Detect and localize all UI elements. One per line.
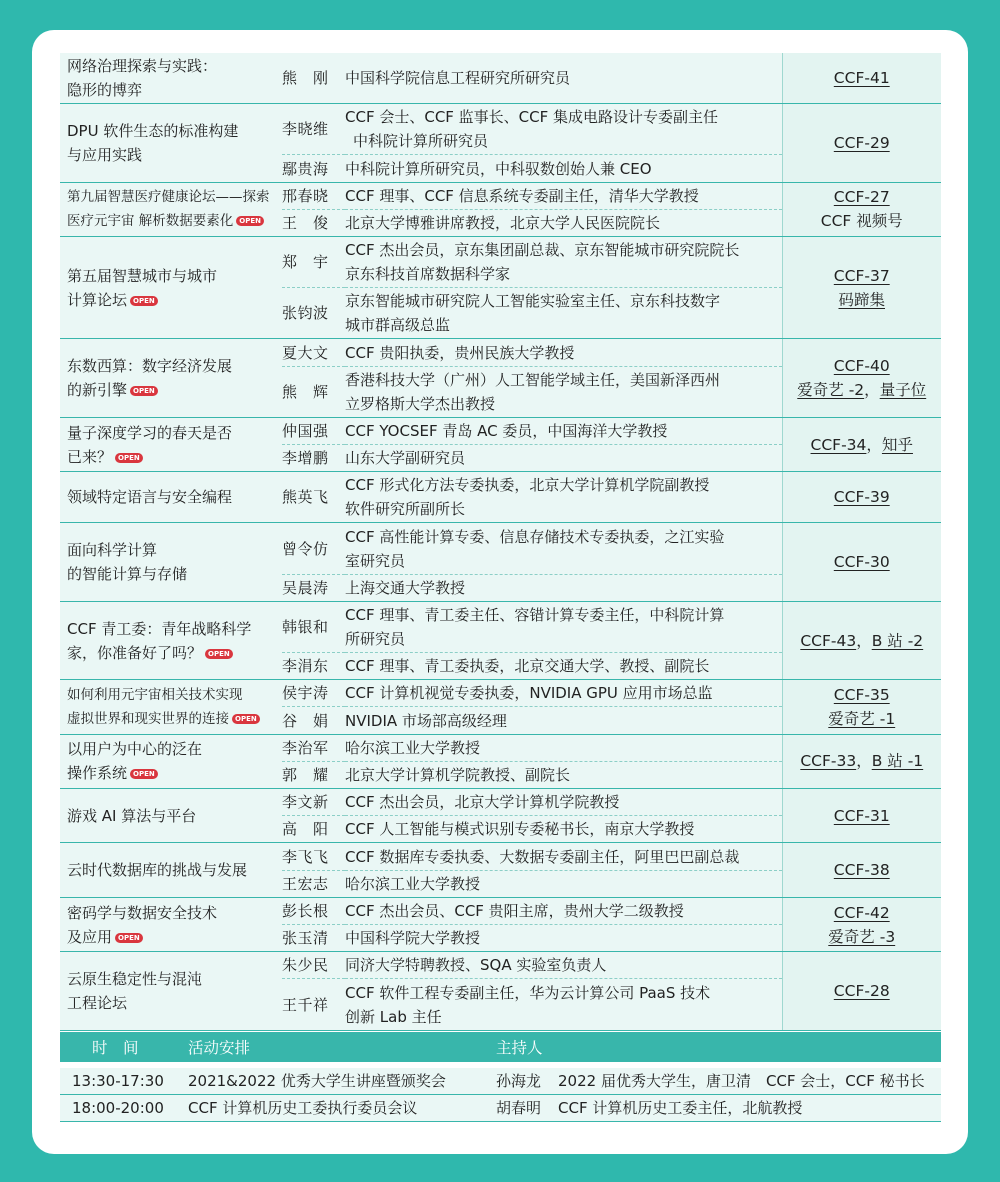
forum-topic-line [67,143,282,167]
speaker-name: 王 俊 [282,209,345,236]
forum-topic-line [67,538,282,562]
watch-link[interactable]: CCF-33 [800,752,857,771]
forum-topic [60,601,282,679]
code-text: ， [856,752,872,771]
speaker-name: 王宏志 [282,870,345,897]
speaker-title [345,653,782,680]
forum-code [782,417,941,471]
watch-link[interactable]: CCF-42 [833,903,890,922]
speaker-name: 郭 耀 [282,761,345,788]
speaker-title [345,209,782,236]
watch-link[interactable]: CCF-38 [833,861,890,880]
speaker-title-line: CCF 杰出会员、CCF 贵阳主席，贵州大学二级教授 [345,901,684,920]
forum-code-line [783,749,942,773]
forum-topic-line [67,901,282,925]
watch-link[interactable]: CCF-27 [833,188,890,207]
speaker-name: 朱少民 [282,952,345,979]
forum-topic-line [67,54,282,78]
speaker-title [345,925,782,952]
speaker-name: 吴晨涛 [282,574,345,601]
watch-link[interactable]: CCF-31 [833,806,890,825]
watch-link[interactable]: CCF-30 [833,553,890,572]
schedule-host-desc: CCF 计算机历史工委主任，北航教授 [558,1099,803,1117]
forum-code-line [783,485,942,509]
speaker-title-line: CCF 计算机视觉专委执委，NVIDIA GPU 应用市场总监 [345,684,713,703]
speaker-title-line: 中国科学院大学教授 [345,929,481,948]
schedule-header [60,1032,941,1062]
forum-topic-line [67,485,282,509]
forum-topic-line [67,683,282,707]
forum-topic-text: 量子深度学习的春天是否 [67,423,233,442]
speaker-title [345,816,782,843]
forum-code-line [783,131,942,155]
open-badge: OPEN [232,714,260,724]
speaker-name: 侯宇涛 [282,680,345,707]
speaker-title-line: CCF 软件工程专委副主任，华为云计算公司 PaaS 技术 [345,983,711,1002]
speaker-title-line: CCF 数据库专委执委、大数据专委副主任，阿里巴巴副总裁 [345,847,740,866]
speaker-name: 李增鹏 [282,445,345,472]
speaker-name: 郑 宇 [282,237,345,288]
forum-code-line [783,354,942,378]
speaker-title [345,104,782,155]
schedule-row [60,1068,941,1095]
forum-code-line [783,209,942,233]
watch-link[interactable]: CCF-40 [833,357,890,376]
forum-topic [60,182,282,236]
speaker-title-line: 京东科技首席数据科学家 [345,265,511,284]
forum-code-line [783,629,942,653]
code-text: ， [856,631,872,650]
forum-topic-line [67,858,282,882]
forum-code [782,897,941,951]
speaker-title [345,843,782,870]
forum-topic-text: 的智能计算与存储 [67,565,188,584]
speaker-title [345,417,782,444]
watch-link[interactable]: CCF-34 [810,435,867,454]
forum-row [60,472,941,523]
forum-topic-line [67,761,282,785]
speaker-name: 李文新 [282,789,345,816]
forum-topic [60,734,282,788]
schedule-time: 13:30-17:30 [72,1072,164,1090]
speaker-title [345,680,782,707]
forum-code [782,104,941,182]
speaker-name: 高 阳 [282,816,345,843]
speaker-title-line: 室研究员 [345,551,406,570]
forum-code [782,789,941,843]
forum-topic-line [67,209,282,233]
speaker-title [345,601,782,652]
forum-topic-line [67,617,282,641]
forum-topic-text: 密码学与数据安全技术 [67,903,218,922]
open-badge: OPEN [236,216,264,226]
speaker-title-line: CCF 会士、CCF 监事长、CCF 集成电路设计专委副主任 [345,108,719,127]
forum-topic-text: 第五届智慧城市与城市 [67,266,218,285]
forum-code [782,472,941,523]
forum-topic-text: 以用户为中心的泛在 [67,740,203,759]
forum-code-line [783,550,942,574]
speaker-title-line: CCF 形式化方法专委执委，北京大学计算机学院副教授 [345,476,710,495]
forum-topic-line [67,288,282,312]
speaker-title [345,288,782,339]
forum-topic-text: 第九届智慧医疗健康论坛——探索 [67,189,270,206]
forum-topic-text: 如何利用元宇宙相关技术实现 [67,686,243,703]
watch-link[interactable]: CCF-35 [833,685,890,704]
schedule-time: 18:00-20:00 [72,1099,164,1117]
speaker-title [345,789,782,816]
forum-topic [60,952,282,1030]
speaker-name: 夏大文 [282,339,345,366]
speaker-title-line: CCF 贵阳执委，贵州民族大学教授 [345,343,575,362]
schedule-host-name: 胡春明 [496,1099,542,1117]
forum-topic-text: 东数西算：数字经济发展 [67,357,233,376]
open-badge: OPEN [130,296,158,306]
forum-topic-text: 家，你准备好了吗？ [67,643,203,662]
speaker-title-line: 北京大学计算机学院教授、副院长 [345,765,571,784]
speaker-title-line: CCF 杰出会员，北京大学计算机学院教授 [345,793,620,812]
speaker-title [345,445,782,472]
code-text: CCF 视频号 [820,212,903,231]
forum-code [782,237,941,339]
forum-topic-text: 领域特定语言与安全编程 [67,488,233,507]
forum-code-line [783,804,942,828]
speaker-name: 鄢贵海 [282,155,345,182]
forum-topic-text: 云时代数据库的挑战与发展 [67,861,248,880]
speaker-title-line: 京东智能城市研究院人工智能实验室主任、京东科技数字 [345,292,721,311]
watch-link[interactable]: B 站 -2 [871,631,924,650]
forum-topic-line [67,78,282,102]
open-badge: OPEN [115,453,143,463]
speaker-title-line: 香港科技大学（广州）人工智能学域主任，美国新泽西州 [345,370,721,389]
speaker-title [345,574,782,601]
forum-topic-text: 游戏 AI 算法与平台 [67,806,197,825]
speaker-name: 熊 辉 [282,366,345,417]
forum-row [60,680,941,707]
forum-topic-text: CCF 青工委：青年战略科学 [67,619,252,638]
forum-row [60,601,941,652]
forum-topic [60,417,282,471]
watch-link[interactable]: CCF-28 [833,981,890,1000]
speaker-name: 张玉清 [282,925,345,952]
forum-code [782,680,941,734]
forum-topic-line [67,354,282,378]
forum-topic-line [67,967,282,991]
speaker-title [345,523,782,574]
forum-row [60,843,941,870]
forum-topic-text: 网络治理探索与实践： [67,57,218,76]
speaker-title [345,761,782,788]
forum-code-line [783,901,942,925]
forum-topic-line [67,707,282,731]
speaker-title-line: CCF 理事、青工委主任、容错计算专委主任，中科院计算 [345,605,725,624]
forum-code [782,734,941,788]
forum-code-line [783,925,942,949]
schedule-host-name: 孙海龙 [496,1072,542,1090]
speaker-title-line: NVIDIA 市场部高级经理 [345,711,507,730]
open-badge: OPEN [115,933,143,943]
speaker-name: 彭长根 [282,897,345,924]
forum-code [782,339,941,417]
forum-code [782,523,941,601]
forum-topic-text: 隐形的博弈 [67,81,143,100]
forum-topic-text: 计算论坛 [67,290,128,309]
forum-topic-line [67,991,282,1015]
forum-code-line [783,858,942,882]
speaker-name: 李治军 [282,734,345,761]
speaker-title-line: 中国科学院信息工程研究所研究员 [345,69,571,88]
forum-topic [60,523,282,601]
forum-topic-text: 医疗元宇宙 解析数据要素化 [67,213,234,230]
speaker-title [345,952,782,979]
speaker-title-line: CCF YOCSEF 青岛 AC 委员，中国海洋大学教授 [345,421,668,440]
speaker-name: 曾令仿 [282,523,345,574]
watch-link[interactable]: 量子位 [879,381,927,400]
speaker-title-line: 软件研究所副所长 [345,500,466,519]
forum-topic [60,789,282,843]
forum-topic-line [67,378,282,402]
forum-topic [60,680,282,734]
speaker-name: 韩银和 [282,601,345,652]
speaker-title [345,870,782,897]
forum-topic [60,104,282,182]
forum-topic [60,53,282,104]
forum-code [782,53,941,104]
forum-code-line [783,378,942,402]
schedule-row [60,1095,941,1122]
watch-link[interactable]: B 站 -1 [871,752,924,771]
forum-topic-text: 的新引擎 [67,381,128,400]
forum-row [60,53,941,104]
watch-link[interactable]: 爱奇艺 -1 [828,709,896,728]
speaker-title-line: 哈尔滨工业大学教授 [345,874,481,893]
speaker-name: 李涓东 [282,653,345,680]
open-badge: OPEN [130,769,158,779]
forum-code-line [783,433,942,457]
forum-topic [60,472,282,523]
watch-link[interactable]: CCF-37 [833,266,890,285]
speaker-title-line: CCF 理事、CCF 信息系统专委副主任，清华大学教授 [345,186,699,205]
forum-topic-line [67,641,282,665]
open-badge: OPEN [130,386,158,396]
speaker-name: 王千祥 [282,979,345,1030]
forum-topic-text: 云原生稳定性与混沌 [67,969,203,988]
forum-topic-text: DPU 软件生态的标准构建 [67,121,239,140]
speaker-title-line: 北京大学博雅讲席教授，北京大学人民医院院长 [345,213,661,232]
forum-topic-line [67,445,282,469]
forum-table-body [60,53,941,1030]
schedule-header-activity: 活动安排 [188,1039,251,1057]
schedule-header-time: 时 间 [92,1039,139,1057]
speaker-title [345,472,782,523]
forum-row [60,417,941,444]
forum-row [60,734,941,761]
speaker-title [345,897,782,924]
forum-code-line [783,683,942,707]
speaker-name: 熊英飞 [282,472,345,523]
forum-topic-line [67,925,282,949]
speaker-name: 熊 刚 [282,53,345,104]
forum-table [60,53,941,1031]
forum-code-line [783,264,942,288]
speaker-title-line: CCF 高性能计算专委、信息存储技术专委执委，之江实验 [345,527,725,546]
forum-topic-text: 工程论坛 [67,993,128,1012]
forum-row [60,523,941,574]
speaker-title [345,237,782,288]
speaker-name: 谷 娟 [282,707,345,734]
speaker-title [345,979,782,1030]
watch-link[interactable]: CCF-29 [833,133,890,152]
speaker-name: 邢春晓 [282,182,345,209]
speaker-title-line: 哈尔滨工业大学教授 [345,738,481,757]
watch-link[interactable]: CCF-41 [833,69,890,88]
forum-topic-line [67,562,282,586]
forum-topic [60,897,282,951]
speaker-name: 仲国强 [282,417,345,444]
speaker-title-line: 立罗格斯大学杰出教授 [345,394,496,413]
forum-row [60,237,941,288]
forum-topic-line [67,737,282,761]
watch-link[interactable]: 知乎 [881,435,913,454]
speaker-name: 李晓维 [282,104,345,155]
speaker-title [345,339,782,366]
code-text: ， [864,381,880,400]
schedule-host-desc: 2022 届优秀大学生，唐卫清 CCF 会士，CCF 秘书长 [558,1072,925,1090]
schedule-header-host: 主持人 [496,1039,543,1057]
watch-link[interactable]: 爱奇艺 -2 [797,381,865,400]
forum-code [782,952,941,1030]
speaker-title-line: 上海交通大学教授 [345,578,466,597]
forum-code-line [783,66,942,90]
schedule-activity: CCF 计算机历史工委执行委员会议 [188,1099,418,1117]
speaker-title-line: 创新 Lab 主任 [345,1007,442,1026]
forum-row [60,952,941,979]
code-text: ， [866,435,882,454]
speaker-title-line: CCF 杰出会员，京东集团副总裁、京东智能城市研究院院长 [345,241,740,260]
forum-topic-text: 面向科学计算 [67,541,158,560]
speaker-title-line: CCF 理事、青工委执委，北京交通大学、教授、副院长 [345,657,710,676]
forum-topic-line [67,804,282,828]
forum-topic-text: 与应用实践 [67,145,143,164]
forum-row [60,104,941,155]
speaker-title-line: 所研究员 [345,629,406,648]
schedule-activity: 2021&2022 优秀大学生讲座暨颁奖会 [188,1072,446,1090]
forum-code [782,843,941,897]
forum-topic [60,339,282,417]
speaker-title-line: 中科院计算所研究员 [353,132,489,151]
forum-code-line [783,707,942,731]
speaker-title-line: 中科院计算所研究员，中科驭数创始人兼 CEO [345,159,652,178]
speaker-title-line: CCF 人工智能与模式识别专委秘书长，南京大学教授 [345,820,695,839]
forum-topic-line [67,119,282,143]
forum-topic [60,237,282,339]
speaker-name: 李飞飞 [282,843,345,870]
open-badge: OPEN [205,649,233,659]
forum-topic-text: 操作系统 [67,764,128,783]
speaker-title-line: 同济大学特聘教授、SQA 实验室负责人 [345,956,607,975]
watch-link[interactable]: CCF-39 [833,488,890,507]
watch-link[interactable]: 码蹄集 [838,290,885,309]
speaker-title-line: 山东大学副研究员 [345,449,466,468]
forum-code [782,182,941,236]
forum-row [60,182,941,209]
forum-topic-line [67,421,282,445]
forum-code-line [783,288,942,312]
speaker-name: 张钧波 [282,288,345,339]
forum-code [782,601,941,679]
speaker-title [345,182,782,209]
forum-topic-line [67,264,282,288]
speaker-title-line: 城市群高级总监 [345,316,451,335]
speaker-title [345,155,782,182]
forum-code-line [783,185,942,209]
forum-topic-text: 虚拟世界和现实世界的连接 [67,710,229,727]
speaker-title [345,707,782,734]
forum-topic [60,843,282,897]
watch-link[interactable]: 爱奇艺 -3 [828,927,896,946]
forum-topic-text: 及应用 [67,927,113,946]
forum-topic-text: 已来？ [67,447,113,466]
watch-link[interactable]: CCF-43 [800,631,857,650]
forum-row [60,789,941,816]
forum-row [60,897,941,924]
speaker-title [345,734,782,761]
forum-topic-line [67,185,282,209]
forum-code-line [783,979,942,1003]
forum-row [60,339,941,366]
speaker-title [345,366,782,417]
speaker-title [345,53,782,104]
